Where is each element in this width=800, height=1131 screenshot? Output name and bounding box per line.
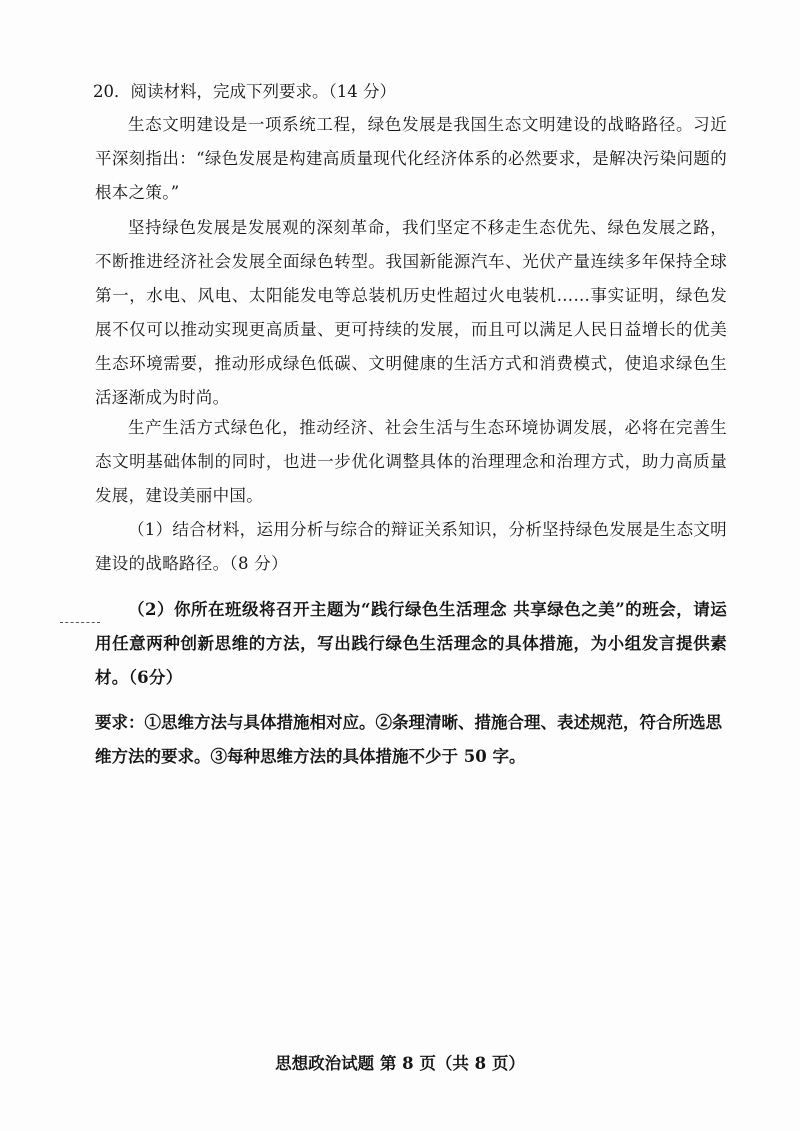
material-paragraph-3: 生产生活方式绿色化，推动经济、社会生活与生态环境协调发展，必将在完善生态文明基础体制的同时，也进一步优化调整具体的治理理念和治理方式，助力高质量发展，建设美丽中国。 (95, 418, 727, 505)
page-footer: 思想政治试题 第 8 页（共 8 页） (275, 1054, 525, 1073)
question-title: 20．阅读材料，完成下列要求。（14 分） (93, 82, 396, 101)
material-paragraph-1: 生态文明建设是一项系统工程，绿色发展是我国生态文明建设的战略路径。习近平深刻指出：“绿色发展是构建高质量现代化经济体系的必然要求，是解决污染问题的根本之策。” (95, 115, 727, 202)
answer-requirements: 要求：①思维方法与具体措施相对应。②条理清晰、措施合理、表述规范，符合所选思维方法的要求。③每种思维方法的具体措施不少于 50 字。 (95, 713, 722, 766)
sub-question-1: （1）结合材料，运用分析与综合的辩证关系知识，分析坚持绿色发展是生态文明建设的战略路径。（8 分） (95, 520, 727, 573)
sub-question-2: （2）你所在班级将召开主题为“践行绿色生活理念 共享绿色之美”的班会，请运用任意两种创新思维的方法，写出践行绿色生活理念的具体措施，为小组发言提供素材。（6分） (95, 600, 727, 687)
margin-mark (60, 622, 100, 624)
material-paragraph-2: 坚持绿色发展是发展观的深刻革命，我们坚定不移走生态优先、绿色发展之路，不断推进经济社会发展全面绿色转型。我国新能源汽车、光伏产量连续多年保持全球第一，水电、风电、太阳能发电等总装机历史性超过火电装机……事实证明，绿色发展不仅可以推动实现更高质量、更可持续的发展，而且可以满足人民日益增长的优美生态环境需要，推动形成绿色低碳、文明健康的生活方式和消费模式，使追求绿色生活逐渐成为时尚。 (95, 218, 727, 407)
